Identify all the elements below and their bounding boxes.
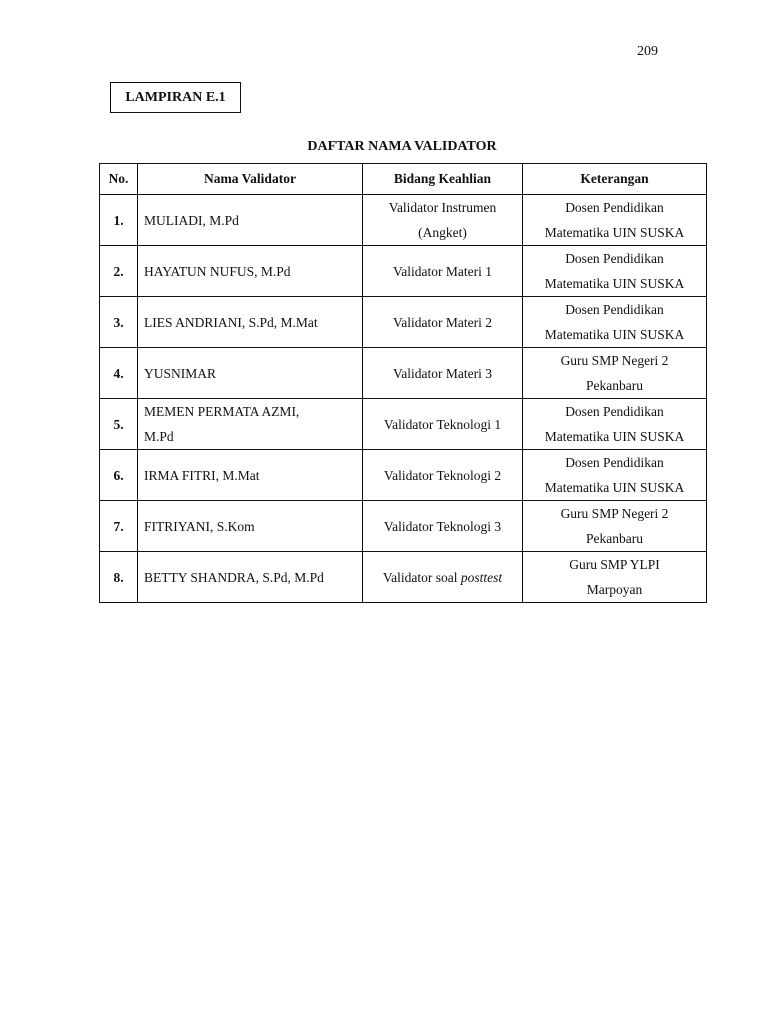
row-number: 3.	[100, 297, 138, 348]
expertise-line: Validator Teknologi 1	[383, 416, 502, 432]
expertise-field	[363, 501, 523, 552]
expertise-prefix: Validator soal	[382, 569, 461, 585]
remarks-line: Guru SMP YLPI	[569, 557, 660, 572]
row-number: 8.	[100, 552, 138, 603]
table-row	[100, 297, 707, 348]
remarks-line: Matematika UIN SUSKA	[544, 429, 685, 444]
expertise-line: Validator Instrumen	[388, 200, 497, 215]
expertise-line: Validator Materi 2	[393, 314, 492, 330]
expertise-field	[363, 195, 523, 246]
header-name: Nama Validator	[138, 164, 363, 195]
row-number: 7.	[100, 501, 138, 552]
remarks	[523, 399, 707, 450]
row-number: 5.	[100, 399, 138, 450]
validator-name-line: IRMA FITRI, M.Mat	[144, 467, 260, 483]
row-number: 6.	[100, 450, 138, 501]
appendix-label-box	[110, 82, 241, 113]
table-row	[100, 552, 707, 603]
validator-name	[138, 195, 363, 246]
page-number: 209	[637, 44, 658, 59]
expertise-line: Validator Materi 3	[393, 365, 492, 381]
row-number: 2.	[100, 246, 138, 297]
expertise-line: (Angket)	[418, 225, 467, 240]
expertise-field	[363, 552, 523, 603]
remarks-line: Matematika UIN SUSKA	[544, 276, 685, 291]
remarks-line: Guru SMP Negeri 2	[560, 353, 669, 368]
remarks-line: Dosen Pendidikan	[565, 251, 664, 266]
header-field: Bidang Keahlian	[363, 164, 523, 195]
validator-name-line: YUSNIMAR	[144, 365, 217, 381]
validator-name	[138, 450, 363, 501]
remarks	[523, 195, 707, 246]
validator-name-line: FITRIYANI, S.Kom	[144, 518, 255, 534]
remarks-line: Dosen Pendidikan	[565, 455, 664, 470]
remarks-line: Dosen Pendidikan	[565, 302, 664, 317]
appendix-label: LAMPIRAN E.1	[125, 89, 226, 105]
remarks-line: Dosen Pendidikan	[565, 404, 664, 419]
remarks	[523, 297, 707, 348]
remarks-line: Matematika UIN SUSKA	[544, 480, 685, 495]
table-row	[100, 399, 707, 450]
remarks	[523, 450, 707, 501]
remarks	[523, 501, 707, 552]
table-header-row	[100, 164, 707, 195]
validator-name-line: HAYATUN NUFUS, M.Pd	[144, 263, 291, 279]
expertise-line: Validator Materi 1	[393, 263, 492, 279]
validator-name-line: MULIADI, M.Pd	[144, 212, 239, 228]
validator-name-line: BETTY SHANDRA, S.Pd, M.Pd	[144, 569, 324, 585]
table-row	[100, 246, 707, 297]
remarks-line: Matematika UIN SUSKA	[544, 327, 685, 342]
table-row	[100, 450, 707, 501]
header-no: No.	[100, 164, 138, 195]
expertise-italic: posttest	[460, 569, 503, 585]
document-title: DAFTAR NAMA VALIDATOR	[307, 139, 497, 154]
remarks-line: Dosen Pendidikan	[565, 200, 664, 215]
remarks-line: Marpoyan	[586, 582, 643, 597]
table-row	[100, 348, 707, 399]
validator-name-line: M.Pd	[144, 429, 174, 444]
validator-name-line: LIES ANDRIANI, S.Pd, M.Mat	[144, 314, 318, 330]
expertise-line: Validator Teknologi 3	[383, 518, 502, 534]
remarks	[523, 552, 707, 603]
row-number: 1.	[100, 195, 138, 246]
validator-name	[138, 552, 363, 603]
validator-name	[138, 501, 363, 552]
row-number: 4.	[100, 348, 138, 399]
validator-name	[138, 297, 363, 348]
validator-name	[138, 399, 363, 450]
validator-name	[138, 246, 363, 297]
remarks-line: Pekanbaru	[586, 531, 643, 546]
expertise-line: Validator Teknologi 2	[383, 467, 502, 483]
remarks-line: Matematika UIN SUSKA	[544, 225, 685, 240]
remarks	[523, 348, 707, 399]
expertise-field	[363, 450, 523, 501]
remarks-line: Pekanbaru	[586, 378, 643, 393]
validator-table	[99, 163, 707, 603]
table-row	[100, 501, 707, 552]
table-row	[100, 195, 707, 246]
header-note: Keterangan	[523, 164, 707, 195]
expertise-field	[363, 348, 523, 399]
validator-name-line: MEMEN PERMATA AZMI,	[144, 404, 300, 419]
validator-name	[138, 348, 363, 399]
remarks	[523, 246, 707, 297]
expertise-field	[363, 246, 523, 297]
expertise-field	[363, 297, 523, 348]
remarks-line: Guru SMP Negeri 2	[560, 506, 669, 521]
expertise-field	[363, 399, 523, 450]
